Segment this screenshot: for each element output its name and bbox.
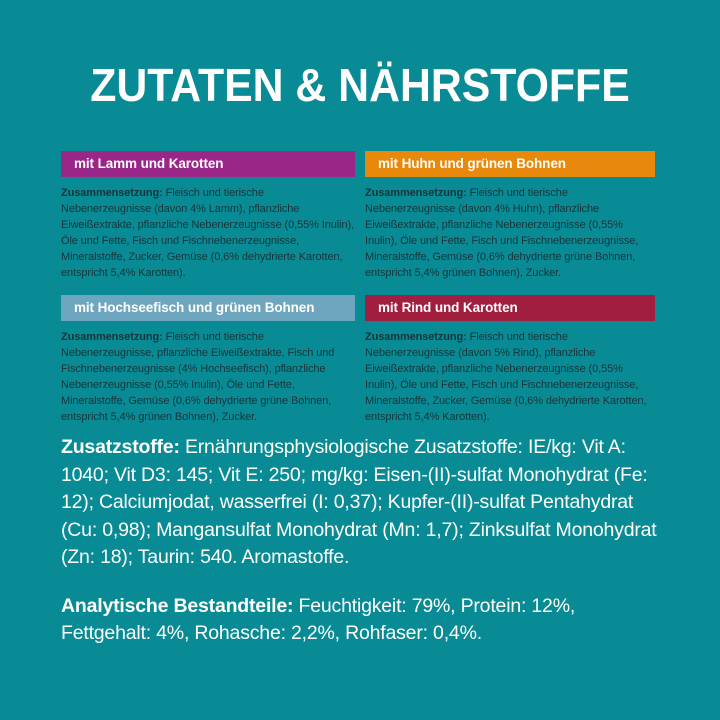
card-body-hochseefisch-bohnen [61,329,355,425]
additives-text: Ernährungsphysiologische Zusatzstoffe: IE/kg: Vit A: 1040; Vit D3: 145; Vit E: 250; mg/kg: Eisen-(II)-sulfat Monohydrat (Fe: 12); Calciumjodat, wasserfrei (I: 0,37); Kupfer-(II)-sulfat Pentahydrat (Cu: 0,98); Mangansulfat Monohydrat (Mn: 1,7); Zinksulfat Monohydrat (Zn: 18); Taurin: 540. Aromastoffe. [61,436,657,568]
card-huhn-bohnen [365,151,655,281]
composition-text: Fleisch und tierische Nebenerzeugnisse, pflanzliche Eiweißextrakte, Fisch und Fischnebenerzeugnisse (4% Hochseefisch), pflanzliche Nebenerzeugnisse (0,55% Inulin), Öle und Fette, Mineralstoffe, Gemüse (0,6% dehydrierte grüne Bohnen, entspricht 5,4% grünen Bohnen), Zucker. [61,331,335,423]
composition-label: Zusammensetzung: [61,331,163,343]
card-hochseefisch-bohnen [61,295,355,425]
card-header-lamm-karotten: mit Lamm und Karotten [61,151,355,177]
additives-label: Zusatzstoffe: [61,436,180,458]
nutrition-details [61,434,661,648]
composition-label: Zusammensetzung: [365,331,467,343]
analysis-paragraph [61,593,661,648]
card-header-hochseefisch-bohnen: mit Hochseefisch und grünen Bohnen [61,295,355,321]
card-body-rind-karotten [365,329,655,425]
composition-text: Fleisch und tierische Nebenerzeugnisse (davon 4% Huhn), pflanzliche Eiweißextrakte, pflanzliche Nebenerzeugnisse (0,55% Inulin), Öle und Fette, Fisch und Fischnebenerzeugnisse, Mineralstoffe, Gemüse (0,6% dehydrierte grüne Bohnen, entspricht 5,4% grünen Bohnen), Zucker. [365,187,639,279]
card-header-huhn-bohnen: mit Huhn und grünen Bohnen [365,151,655,177]
composition-label: Zusammensetzung: [365,187,467,199]
composition-text: Fleisch und tierische Nebenerzeugnisse (davon 5% Rind), pflanzliche Eiweißextrakte, pflanzliche Nebenerzeugnisse (0,55% Inulin), Öle und Fette, Fisch und Fischnebenerzeugnisse, Mineralstoffe, Zucker, Gemüse (0,6% dehydrierte Karotten, entspricht 5,4% Karotten). [365,331,647,423]
card-body-lamm-karotten [61,185,355,281]
card-header-rind-karotten: mit Rind und Karotten [365,295,655,321]
additives-paragraph [61,434,661,572]
page-title: ZUTATEN & NÄHRSTOFFE [90,59,630,111]
card-body-huhn-bohnen [365,185,655,281]
card-lamm-karotten [61,151,355,281]
analysis-text: Feuchtigkeit: 79%, Protein: 12%, Fettgehalt: 4%, Rohasche: 2,2%, Rohfaser: 0,4%. [61,594,576,644]
card-rind-karotten [365,295,655,425]
analysis-label: Analytische Bestandteile: [61,594,294,617]
composition-text: Fleisch und tierische Nebenerzeugnisse (davon 4% Lamm), pflanzliche Eiweißextrakte, pflanzliche Nebenerzeugnisse (0,55% Inulin), Öle und Fette, Fisch und Fischnebenerzeugnisse, Mineralstoffe, Zucker, Gemüse (0,6% dehydrierte Karotten, entspricht 5,4% Karotten). [61,187,354,279]
composition-label: Zusammensetzung: [61,187,163,199]
